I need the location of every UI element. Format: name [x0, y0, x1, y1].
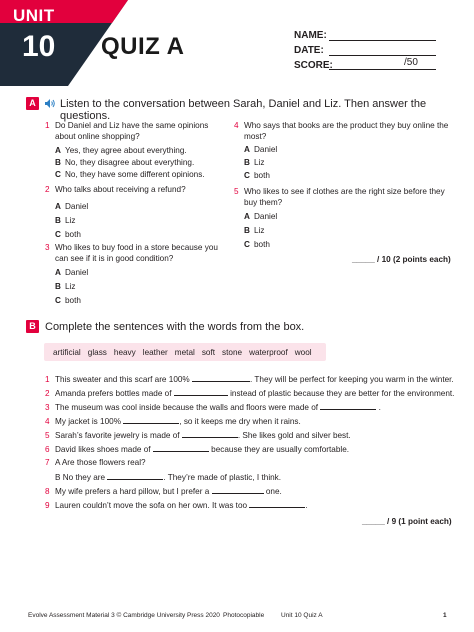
question-4: 4 Who says that books are the product they buy online the most? — [234, 121, 449, 141]
question-number: 1 — [45, 121, 50, 130]
name-label: NAME: — [294, 30, 327, 41]
answer-blank[interactable] — [249, 500, 305, 508]
sentence-4: 4 My jacket is 100% , so it keeps me dry when it rains. — [45, 417, 301, 426]
option-5c[interactable]: C both — [244, 240, 270, 249]
audio-icon[interactable] — [44, 98, 56, 109]
unit-number: 10 — [22, 30, 56, 63]
answer-blank[interactable] — [212, 486, 264, 494]
word-item: artificial — [53, 347, 81, 357]
word-item: glass — [87, 347, 107, 357]
section-a-score: _____ / 10 (2 points each) — [352, 255, 451, 264]
question-text: about online shopping? — [55, 131, 140, 141]
word-item: soft — [201, 347, 216, 357]
answer-blank[interactable] — [192, 374, 250, 382]
option-5b[interactable]: B Liz — [244, 226, 265, 235]
option-4c[interactable]: C both — [244, 171, 270, 180]
quiz-title: QUIZ A — [101, 33, 185, 60]
score-max: /50 — [404, 57, 418, 68]
sentence-1: 1 This sweater and this scarf are 100% . They will be perfect for keeping you warm in the winter. — [45, 375, 454, 384]
sentence-7a: 7 A Are those flowers real? — [45, 458, 146, 467]
unit-label: UNIT — [13, 6, 55, 25]
option-4b[interactable]: B Liz — [244, 158, 265, 167]
section-a-title: Listen to the conversation between Sarah, Daniel and Liz. Then answer the questions. — [60, 98, 427, 122]
footer-quiz-ref: Unit 10 Quiz A — [281, 612, 323, 619]
word-item: metal — [174, 347, 195, 357]
footer-photocopiable: Photocopiable — [223, 612, 265, 619]
question-text: Do Daniel and Liz have the same opinions — [55, 121, 209, 130]
option-3c[interactable]: C both — [55, 296, 81, 305]
date-label: DATE: — [294, 45, 324, 56]
name-field[interactable] — [329, 40, 436, 41]
option-1a[interactable]: A Yes, they agree about everything. — [55, 146, 187, 155]
question-1 — [45, 121, 208, 142]
word-item: waterproof — [249, 347, 288, 357]
page-number: 1 — [443, 612, 447, 619]
score-field[interactable] — [329, 69, 436, 70]
section-b-badge: B — [26, 320, 39, 333]
sentence-7b: B No they are . They’re made of plastic, I think. — [55, 473, 282, 482]
footer-copyright: Evolve Assessment Material 3 © Cambridge University Press 2020 — [28, 612, 220, 619]
date-field[interactable] — [329, 55, 436, 56]
option-5a[interactable]: A Daniel — [244, 212, 278, 221]
section-b-title: Complete the sentences with the words from the box. — [45, 321, 305, 333]
answer-blank[interactable] — [182, 430, 238, 438]
option-2b[interactable]: B Liz — [55, 216, 76, 225]
score-label: SCORE: — [294, 60, 333, 71]
word-item: heavy — [113, 347, 136, 357]
section-a-badge: A — [26, 97, 39, 110]
sentence-8: 8 My wife prefers a hard pillow, but I prefer a one. — [45, 487, 282, 496]
option-4a[interactable]: A Daniel — [244, 145, 278, 154]
answer-blank[interactable] — [320, 402, 376, 410]
option-3b[interactable]: B Liz — [55, 282, 76, 291]
question-3: 3 Who likes to buy food in a store because you can see if it is in good condition? — [45, 243, 218, 263]
sentence-9: 9 Lauren couldn’t move the sofa on her own. It was too . — [45, 501, 308, 510]
question-2: 2 Who talks about receiving a refund? — [45, 185, 186, 194]
question-5: 5 Who likes to see if clothes are the right size before they buy them? — [234, 187, 445, 207]
option-2a[interactable]: A Daniel — [55, 202, 89, 211]
answer-blank[interactable] — [123, 416, 179, 424]
option-1b[interactable]: B No, they disagree about everything. — [55, 158, 195, 167]
word-item: stone — [222, 347, 243, 357]
word-box — [44, 343, 326, 361]
answer-blank[interactable] — [153, 444, 209, 452]
word-item: leather — [142, 347, 168, 357]
section-b-score: _____ / 9 (1 point each) — [362, 517, 452, 526]
sentence-5: 5 Sarah’s favorite jewelry is made of . She likes gold and silver best. — [45, 431, 351, 440]
sentence-6: 6 David likes shoes made of because they are usually comfortable. — [45, 445, 350, 454]
option-3a[interactable]: A Daniel — [55, 268, 89, 277]
option-2c[interactable]: C both — [55, 230, 81, 239]
answer-blank[interactable] — [174, 388, 228, 396]
sentence-2: 2 Amanda prefers bottles made of instead of plastic because they are better for the environment. — [45, 389, 455, 398]
answer-blank[interactable] — [107, 472, 163, 480]
option-1c[interactable]: C No, they have some different opinions. — [55, 170, 205, 179]
sentence-3: 3 The museum was cool inside because the walls and floors were made of . — [45, 403, 381, 412]
word-item: wool — [294, 347, 312, 357]
